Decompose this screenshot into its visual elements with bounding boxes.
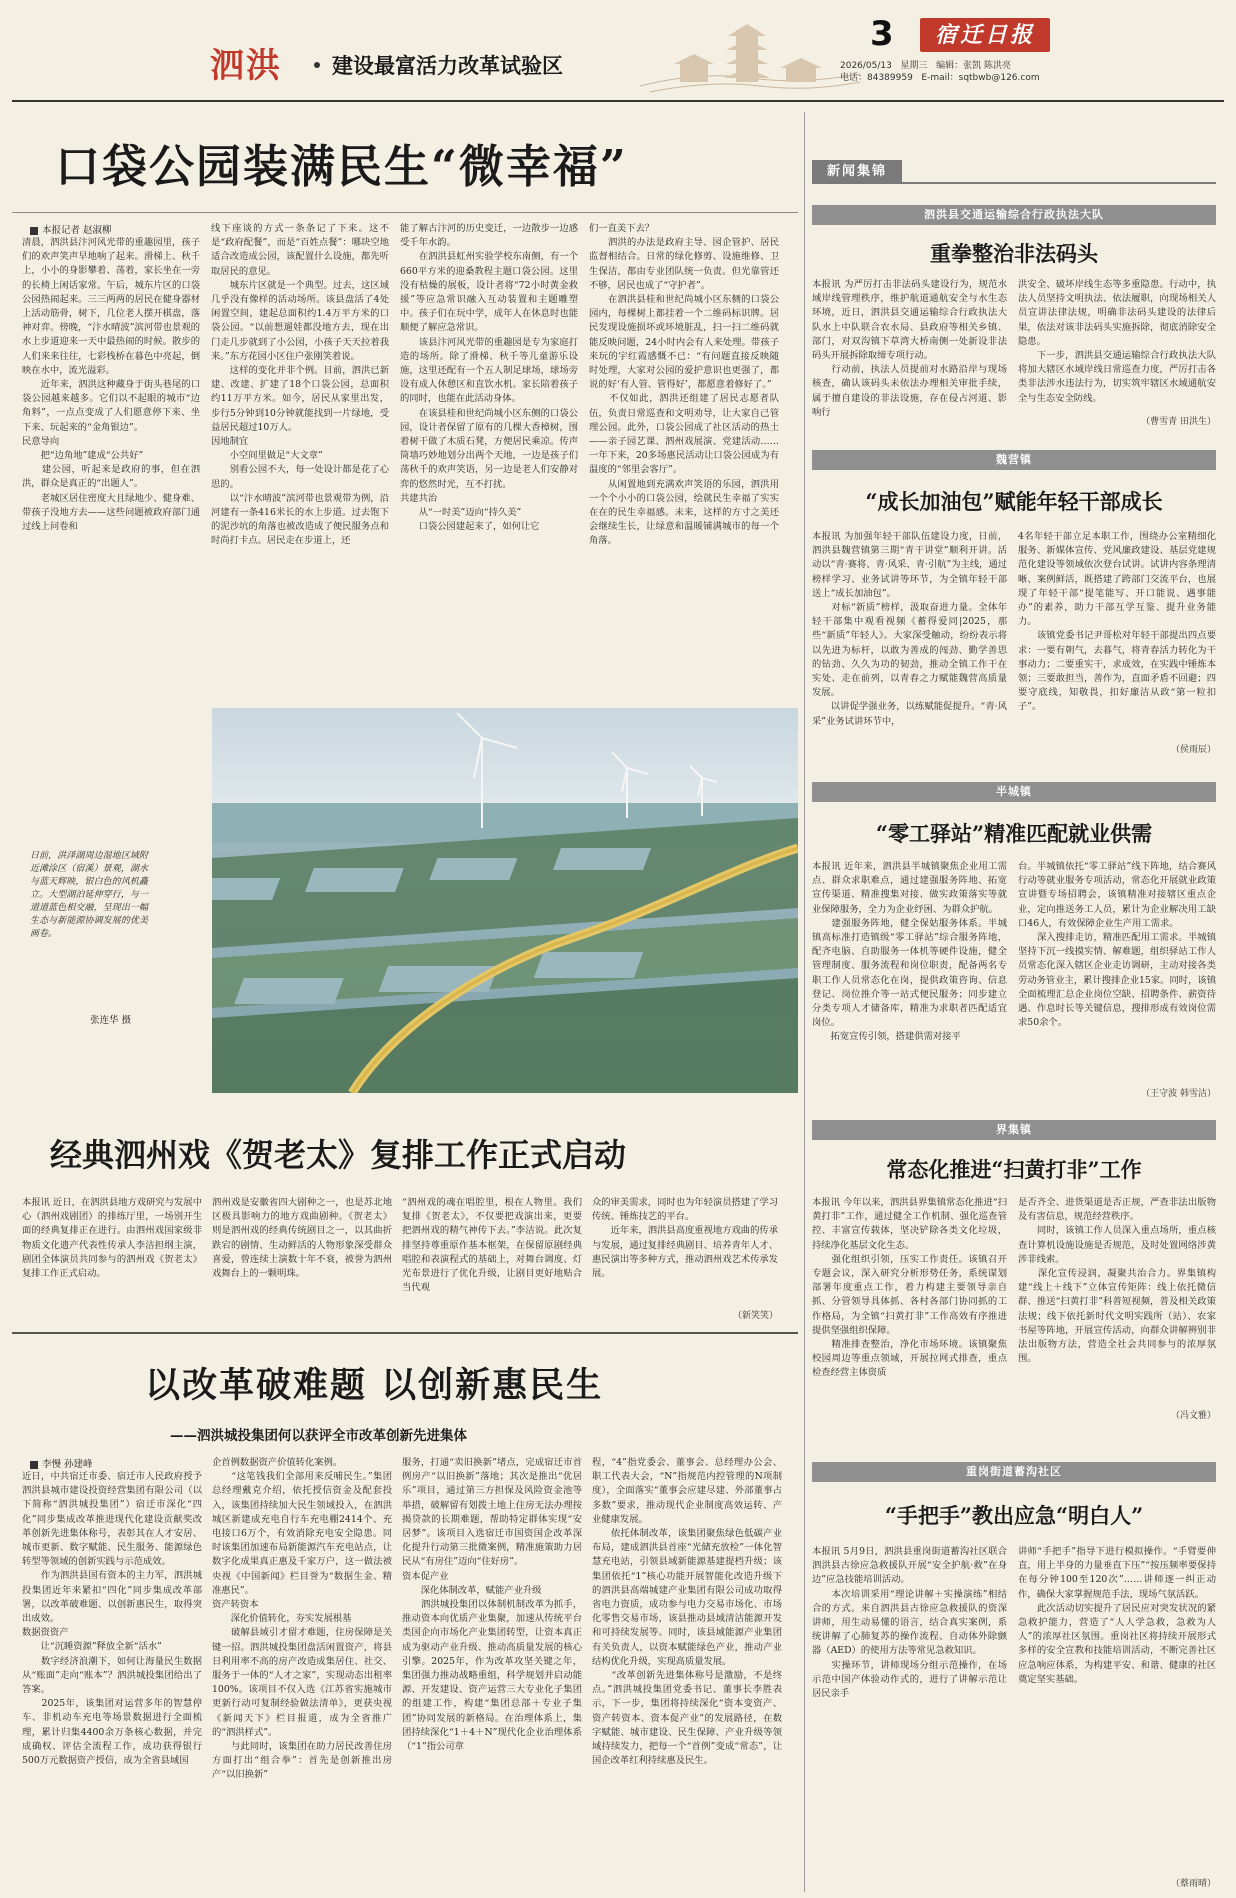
reform-byline-text: 李慢 孙建峰	[42, 1459, 93, 1470]
opera-headline: 经典泗州戏《贺老太》复排工作正式启动	[50, 1136, 627, 1174]
lead-col-1: 清晨，泗洪县汴河风光带的重趣园里，孩子们的欢声笑声早地响了起来。滑梯上、秋千上，小小的身影攀着、荡着，家长坐在一旁的长椅上闲话家常。午后，城东片区的口袋公园热闹起来。三三两两的居民在健身器材上活动筋骨，树下，几位老人摆开棋盘，落神对弈。傍晚，“汴水晴波”滨河带也景观的水上步道迎来一天中最热闹的时候。散步的人们来来往往，七彩栈桥在暮色中亮起，倒映在水中，流光溢彩。 近年来，泗洪这种藏身于街头巷尾的口袋公园越来越多。它们以不起眼的城市“边角料”，一点点变成了人们愿意停下来、坐下来、玩起来的“金角银边”。 民意导向 把“边角地”建成“公共好” 建公园，听起来是政府的事，但在泗洪，群众是真正的“出题人”。 老城区居住密度大且绿地少、健身难、带孩子没地方去——这些问题被政府部门通过线上问卷和	[22, 237, 200, 533]
sidebar-item-col-2: 洪安全、破坏岸线生态等多重隐患。行动中，执法人员坚持文明执法、依法履职，向现场相关人员宣讲法律法规，明确非法码头建设的法律后果，依法对该非法码头实施拆除，彻底消除安全隐患。 下一步，泗洪县交通运输综合行政执法大队将加大辖区水域岸线日常巡查力度，严厉打击各类非法涉水违法行为，切实筑牢辖区水域通航安全与生态安全防线。	[1018, 279, 1216, 404]
sidebar-band-label: 泗洪县交通运输综合行政执法大队	[924, 208, 1104, 221]
sidebar-item-col-2: 讲师“手把手”指导下进行模拟操作。“手臂要伸直，用上半身的力量垂直下压”“按压频率要保持在每分钟100至120次”……讲师逐一纠正动作，确保大家掌握规范手法，现场气氛活跃。 此次活动切实提升了居民应对突发状况的紧急救护能力，营造了“人人学急救，急救为人人”的浓厚社区氛围。重岗社区将持续开展形式多样的安全宣教和技能培训活动，不断完善社区应急响应体系，为构建平安、和谐、健康的社区奠定坚实基础。	[1018, 1546, 1216, 1685]
reform-col-4: 程，“4”指党委会、董事会、总经理办公会、职工代表大会，“N”指规范内控管理的N项制度），全面落实“董事会应建尽建、外部董事占多数”要求，推动现代企业制度高效运转、产业健康发展。 依托体制改革，该集团聚焦绿色低碳产业布局，建成泗洪县首座“光储充放检”一体化智慧充电站，引领县域新能源基建提档升级；该集团依托“1”核心功能开展智能化改造升级下的泗洪县高端城建产业集团有限公司成功取得省电力资质，成功参与电力交易市场化、市场化零售交易市场，该县推动县域清洁能源开发和可持续发展等。同时，该县域能源产业集团有关负责人，以资本赋能绿色产业，推动产业结构优化升级，实现高质量发展。 “改革创新先进集体称号是激励，不是终点。”泗洪城投集团党委书记、董事长李胜表示，下一步，集团将持续深化“资本变资产、资产转资本、资本促产业”的发展路径，在数字赋能、城市建设、民生保障、产业升级等领域持续发力，把每一个“首例”变成“常态”，让国企改革红利持续惠及民生。	[592, 1457, 782, 1767]
sidebar-item-band	[812, 782, 1216, 802]
lead-photo-credit: 张连华 摄	[90, 1015, 132, 1026]
lead-headline-rule	[12, 212, 798, 213]
section-dot	[314, 62, 320, 68]
paper-name: 宿迁日报	[934, 22, 1035, 48]
masthead	[0, 0, 1236, 105]
lead-col-4: 们一直美下去？ 泗洪的办法是政府主导、园企管护、居民监督相结合。日常的绿化修剪、设施维修、卫生保洁，都由专业团队统一负责。但光靠管还不够，居民也成了“守护者”。 在泗洪县桂和世纪尚城小区东侧的口袋公园内，每棵树上都挂着一个二维码标识牌。居民发现设施损坏或环境脏乱，扫一扫二维码就能反映问题，24小时内会有人来处理。带孩子来玩的宇红霞感慨不已：“有问题直接反映随时处理，大家对公园的爱护意识也更强了，都说的好‘有人管、管得好’，都愿意着修好了。” 不仅如此，泗洪还组建了居民志愿者队伍，负责日常巡查和文明劝导，让大家自己管理公园。此外，口袋公园成了社区活动的热土——亲子园艺课、泗州戏展演、党建活动……一年下来，20多场惠民活动让口袋公园成为有温度的“邻里会客厅”。 从闲置地到充满欢声笑语的乐园，泗洪用一个个小小的口袋公园，绘就民生幸福了实实在在的民生幸福感。未来，这样的方寸之美还会继续生长，让绿意和温暖铺满城市的每一个角落。	[589, 223, 779, 547]
sidebar-item-band	[812, 1120, 1216, 1140]
editor-line: 编辑：张凯 陈洪亮	[936, 61, 1011, 71]
sidebar-item-col-1: 本报讯 今年以来，泗洪县界集镇常态化推进“扫黄打非”工作，通过健全工作机制、强化巡查管控、丰富宣传载体，坚决铲除各类文化垃圾，持续净化基层文化生态。 强化组织引领，压实工作责任。该镇召开专题会议，深入研究分析形势任务，系统谋划部署年度重点工作，着力构建主要领导亲自抓、分管领导具体抓、各村各部门协同抓的工作格局，为全镇“扫黄打非”工作高效有序推进提供坚强组织保障。 精准排查整治，净化市场环境。该镇聚焦校园周边等重点领域，开展拉网式排查，重点检查经营主体资质	[812, 1197, 1007, 1379]
reform-col-3: 服务，打通“卖旧换新”堵点，完成宿迁市首例房产“以旧换新”落地；其次是推出“优居乐”项目，通过第三方担保及风险资金池等举措，破解留有划拨土地上住房无法办理按揭贷款的长期难题，帮助特定群体实现“安居梦”。该项目入选宿迁市国资国企改革深化提升行动第三批微案例，精准施策助力居民从“有房住”迈向“住好房”。 资本促产业 深化体制改革，赋能产业升级 泗洪城投集团以体制机制改革为抓手，推动资本向优质产业集聚，加速从传统平台类国企向市场化产业集团转型，让资本真正成为驱动产业升级、推动高质量发展的核心引擎。2025年，作为改革攻坚关键之年，集团强力推动战略重组，科学规划并启动能源、开发建设、资产运营三大专业化子集团的组建工作，构建“集团总部＋专业子集团”协同发展的新格局。在治理体系上，集团持续深化“1＋4＋N”现代化企业治理体系（“1”指公司章	[402, 1457, 582, 1753]
opera-col-1: 本报讯 近日，在泗洪县地方戏研究与发展中心（泗州戏剧团）的排练厅里，一场别开生面的经典复排正在进行。由泗州戏国家级非物质文化遗产代表性传承人李洁担纲主演，剧团全体演员共同参与的泗州戏《贺老太》复排工作正式启动。	[22, 1197, 202, 1280]
masthead-info	[840, 60, 1060, 84]
section-subtitle: 建设最富活力改革试验区	[332, 54, 563, 78]
sidebar-header-tab	[812, 160, 902, 184]
sidebar-header-line	[902, 182, 1216, 184]
sidebar-item-col-2: 4名年轻干部立足本职工作，围绕办公室精细化服务、新媒体宣传、党风廉政建设、基层党建规范化建设等领域依次登台试讲。试讲内容条理清晰、案例鲜活，既搭建了跨部门交流平台，也展现了年轻干部“提笔能写、开口能说、遇事能办”的素养，助力干部互学互鉴、提升业务能力。 该镇党委书记尹哥松对年轻干部提出四点要求：一要有朝气，去暮气，将青春活力转化为干事动力；二要重实干，求成效，在实践中锤炼本领；三要敢担当，善作为，直面矛盾不回避；四要守底线，知敬畏，扣好廉洁从政“第一粒扣子”。	[1018, 531, 1216, 713]
sidebar-band-label: 半城镇	[996, 785, 1032, 798]
issue-weekday: 星期三	[900, 61, 928, 71]
opera-col-3: “泗州戏的魂在唱腔里，根在人物里。我们复排《贺老太》，不仅要把戏演出来，更要把泗州戏的精气神传下去。”李洁说。此次复排坚持尊重原作基本框架，在保留原剧经典唱腔和表演程式的基础上，对舞台调度、灯光布景进行了优化升级，让剧目更好地贴合当代观	[402, 1197, 582, 1294]
opera-col-4: 众的审美需求，同时也为年轻演员搭建了学习传统、锤炼技艺的平台。 近年来，泗洪县高度重视地方戏曲的传承与发展，通过复排经典剧目、培养青年人才、惠民演出等多种方式，推动泗州戏艺术传承发展。	[592, 1197, 778, 1280]
sidebar-item-col-1: 本报讯 近年来，泗洪县半城镇聚焦企业用工需点、群众求职难点，通过建强服务阵地、拓宽宣传渠道、精准搜集对接、做实政策落实等就业保障服务，全力为企业纾困、为群众护航。 建强服务阵地，健全保姑服务体系。半城镇高标准打造镇级“零工驿站”综合服务阵地，配齐电脑、自助服务一体机等硬件设施，健全管理制度、服务流程和岗位职责，配备两名专职工作人员常态化在岗，提供政策咨询、信息登记、岗位推介等一站式便民服务；同步建立分类专项人才储备库，精准为求职者匹配适宜岗位。 拓宽宣传引领，搭建供需对接平	[812, 861, 1007, 1043]
sidebar-item-col-1: 本报讯 为严厉打击非法码头建设行为，规范水域岸线管理秩序，维护航道通航安全与水生态环境，近日，泗洪县交通运输综合行政执法大队水上中队联合农水局、县政府等相关乡镇、部门，对双沟镇下草湾大桥南侧一处新设非法码头开展拆除取缔专项行动。 行动前，执法人员提前对水路沿岸与现场核查，确认该码头未依法办理相关审批手续，属于擅自建设的非法设施，存在侵占河道、影响行	[812, 279, 1007, 418]
lead-byline-text: 本报记者 赵淑柳	[42, 225, 112, 236]
lead-photo-caption: 日前，洪泽湖周边湿地区域附近滩涂区（宿溪）景观，湖水与蓝天辉映，银白色的风机矗立。大型湖泊延伸穿行，与一道道蓝色相交融，呈现出一幅生态与新能源协调发展的优美画卷。	[30, 851, 148, 939]
sidebar-divider	[804, 112, 805, 1892]
sidebar-item-col-2: 是否齐全、进货渠道是否正规，严查非法出版物及有害信息，规范经营秩序。 同时，该镇工作人员深入重点场所，重点核查计算机设施设施是否规范，及时处置网络涉黄涉非线索。 深化宣传浸润，凝聚共治合力。界集镇构建“线上＋线下”立体宣传矩阵：线上依托微信群、推送“扫黄打非”科普短视频，普及相关政策法规；线下依托新时代文明实践所（站）、农家书屋等阵地，开展宣传活动，向群众讲解辨别非法出版物方法，营造全社会共同参与的浓厚氛围。	[1018, 1197, 1216, 1365]
sidebar-band-label: 界集镇	[996, 1123, 1032, 1136]
byline-square-icon	[30, 227, 38, 235]
lead-headline: 口袋公园装满民生“微幸福”	[55, 140, 628, 193]
sidebar-band-label: 魏营镇	[996, 453, 1032, 466]
sidebar-item-band	[812, 450, 1216, 470]
reform-byline	[30, 1456, 93, 1470]
pagoda-illustration	[640, 16, 860, 94]
section-title: 泗洪	[210, 46, 282, 86]
sidebar-item-band	[812, 205, 1216, 225]
byline-square-icon	[30, 1461, 38, 1469]
sidebar-item-credit: （王守波 韩雪洁）	[1141, 1089, 1216, 1099]
sidebar-item-band	[812, 1462, 1216, 1482]
opera-bottom-rule	[12, 1332, 798, 1334]
opera-col-2: 泗州戏是安徽省四大剧种之一，也是苏北地区极具影响力的地方戏曲剧种。《贺老太》则是泗州戏的经典传统剧目之一，以其曲折跌宕的剧情、生动鲜活的人物形象深受群众喜爱，曾连续上演数十年不衰，被誉为泗州戏舞台上的一颗明珠。	[212, 1197, 392, 1280]
opera-credit: （新笑笑）	[732, 1311, 778, 1321]
lead-col-3: 能了解古汴河的历史变迁，一边散步一边感受千年水韵。 在泗洪县虹州实验学校东南侧，有一个660平方米的迎桑教程主题口袋公园。这里没有枯燥的展板，设计者将“72小时黄金救援”等应急常识融入互动装置和主题雕塑中。孩子们在玩中学，成年人在休息时也能顺便了解应急常识。 该县汴河风光带的重趣园是专为家庭打造的场所。除了滑梯、秋千等儿童游乐设施，这里还配有一个五人制足球场，球场旁设有成人休憩区和直饮水机。家长陪着孩子的同时，也能在此活动身体。 在该县桂和世纪尚城小区东侧的口袋公园，设计者保留了原有的几棵大香樟树，围着树干做了木质石凳，方便居民乘凉。传声筒墙巧妙地划分出两个天地，一边是孩子们荡秋千的欢声笑语，另一边是老人们安静对弈的悠然时光，互不打扰。 共建共治 从“一时美”迈向“持久美” 口袋公园建起来了，如何让它	[400, 223, 578, 533]
sidebar-item-title: 重拳整治非法码头	[930, 241, 1098, 266]
sidebar-item-credit: （侯雨辰）	[1170, 745, 1216, 755]
sidebar-header-label: 新闻集锦	[826, 164, 887, 179]
sidebar-item-title: “成长加油包”赋能年轻干部成长	[865, 489, 1163, 514]
sidebar-item-credit: （冯文雅）	[1170, 1411, 1216, 1421]
issue-date: 2026/05/13	[840, 61, 892, 71]
sidebar-item-col-2: 台。半城镇依托“零工驿站”线下阵地，结合赛风行动等就业服务专项活动，常态化开展就业政策宣讲暨专场招聘会，该镇精准对接辖区重点企业，定向推送务工人员，累计为企业解决用工缺口46人，有效保障企业生产用工需求。 深入搜排走访，精准匹配用工需求。半城镇坚持下沉一线摸实情、解难题，组织驿站工作人员常态化深入辖区企业走访调研，主动对接各类劳动务管业主，累计搜排企业15家。同时，该镇全面梳理汇总企业岗位空缺、招聘条件、薪资待遇、作息时长等关键信息，搜排形成有效岗位需求50余个。	[1018, 861, 1216, 1029]
sidebar-item-credit: （蔡雨晴）	[1170, 1879, 1216, 1889]
sidebar-item-credit: （曹雪青 田洪生）	[1141, 417, 1216, 427]
masthead-rule	[12, 100, 1224, 102]
phone-line: 电话：84389959	[840, 73, 913, 83]
email-line: E-mail：sqtbwb@126.com	[921, 73, 1040, 83]
reform-col-2: 企首例数据资产价值转化案例。 “这笔钱我们全部用来反哺民生。”集团总经理戴克介绍，依托授信资金及配套投入，该集团持续加大民生领域投入，在泗洪城区新建成充电自行车充电棚2414个、充电接口6万个，有效消除充电安全隐患。同时该集团加速布局新能源汽车充电站点，让数字化成果真正惠及千家万户，这一做法被央视《中国新闻》栏目誉为“数据生金、精准惠民”。 资产转资本 深化价值转化，夯实发展根基 破解县域引才留才难题，住房保障是关键一招。泗洪城投集团盘活闲置资产，将县日利用率不高的房产改造成集居住、社交、服务于一体的“人才之家”，实现动态出租率100%。该项目不仅入选《江苏省实施城市更新行动可复制经验做法清单》，更获央视《新闻天下》栏目报道，成为全省推广的“泗洪样式”。 与此同时，该集团在助力居民改善住房方面打出“组合拳”：首先是创新推出房产“以旧换新”	[212, 1457, 392, 1781]
lead-col-2: 线下座谈的方式一条条记了下来。这不是“政府配餐”，而是“百姓点餐”：哪块空地适合改造成公园，该配置什么设施，都先听取居民的意见。 城东片区就是一个典型。过去，这区域几乎没有像样的活动场所。该县盘活了4处闲置空间，建起总面积约1.4万平方米的口袋公园。“以前想遛娃都没地方去，现在出门走几步就到了小公园，小孩子天天拉着我来。”东方花园小区住户张刚笑着说。 这样的变化并非个例。目前，泗洪已新建、改建、扩建了18个口袋公园，总面积约11万平方米。如今，居民从家里出发，步行5分钟到10分钟就能找到一片绿地，受益居民超过10万人。 因地制宜 小空间里做足“大文章” 别看公园不大，每一处设计都是花了心思的。 以“汴水晴波”滨河带也景观带为例，沿河建有一条416米长的水上步道。过去饱下的泥沙坑的角落也被改造成了便民服务点和时尚打卡点。居民走在步道上，还	[211, 223, 389, 547]
lead-byline	[30, 222, 112, 236]
sidebar-header	[812, 160, 1216, 184]
page-number: 3	[870, 14, 894, 54]
sidebar-item-col-1: 本报讯 5月9日，泗洪县重岗街道蓄沟社区联合泗洪县古徐应急救援队开展“安全护航·救”在身边”应急技能培训活动。 本次培训采用“理论讲解＋实操演练”相结合的方式。来自泗洪县古徐应急救援队的资深讲师，用生动易懂的语言，结合真实案例，系统讲解了心肺复苏的操作流程、自动体外除颤器（AED）的使用方法等常见急救知识。 实操环节，讲师现场分组示范操作，在场示范中国产体验动作式的，进行了讲解示范让居民亲手	[812, 1546, 1007, 1700]
sidebar-item-title: “零工驿站”精准匹配就业供需	[875, 821, 1153, 846]
sidebar-band-label: 重岗街道蓄沟社区	[966, 1465, 1062, 1478]
reform-col-1: 近日，中共宿迁市委、宿迁市人民政府授予泗洪县城市建设投资经营集团有限公司（以下简称“泗洪城投集团”）宿迁市深化“四化”同步集成改革推进现代化建设贡献奖改革创新先进集体称号，表彰其在人才安居、城市更新、数字赋能、民生服务、能源绿色转型等领域的创新实践与示范成效。 作为泗洪县国有资本的主力军，泗洪城投集团近年来紧扣“四化”同步集成改革部署，以改革破难题、以创新惠民生，取得突出成效。 数据资资产 让“沉睡资源”释放全新“活水” 数字经济浪潮下，如何让海量民生数据从“账面”走向“账本”？泗洪城投集团给出了答案。 2025年，该集团对运营多年的智慧停车、非机动车充电等场景数据进行全面梳理，累计归集4400余万条核心数据，并完成确权、评估全流程工作，成功获得银行500万元数据资产授信，成为全省县域国	[22, 1471, 202, 1767]
reform-headline: 以改革破难题 以创新惠民生	[145, 1365, 604, 1406]
reform-subtitle: ——泗洪城投集团何以获评全市改革创新先进集体	[170, 1428, 467, 1444]
sidebar-item-title: 常态化推进“扫黄打非”工作	[886, 1157, 1142, 1182]
sidebar-item-title: “手把手”教出应急“明白人”	[884, 1503, 1144, 1528]
sidebar-item-col-1: 本报讯 为加强年轻干部队伍建设力度，日前，泗洪县魏营镇第三期“青干讲堂”顺利开讲。活动以“青·赛将、青·风采、青·引航”为主线，通过榜样学习、业务试讲等环节，为全镇年轻干部送上“成长加油包”。 对标“新质”榜样，汲取奋进力量。全体年轻干部集中观看视频《蓄得爱同|2025，那些“新质”年轻人》。大家深受触动，纷纷表示将以先进为标杆，以敢为善成的闯劲、勤学善思的钻劲、久久为功的韧劲，推动全镇工作干在实处、走在前列，以青春之力赋能魏营高质量发展。 以讲促学强业务，以练赋能促提升。“青·风采”业务试讲环节中，	[812, 531, 1007, 727]
paper-name-logo	[920, 18, 1050, 52]
